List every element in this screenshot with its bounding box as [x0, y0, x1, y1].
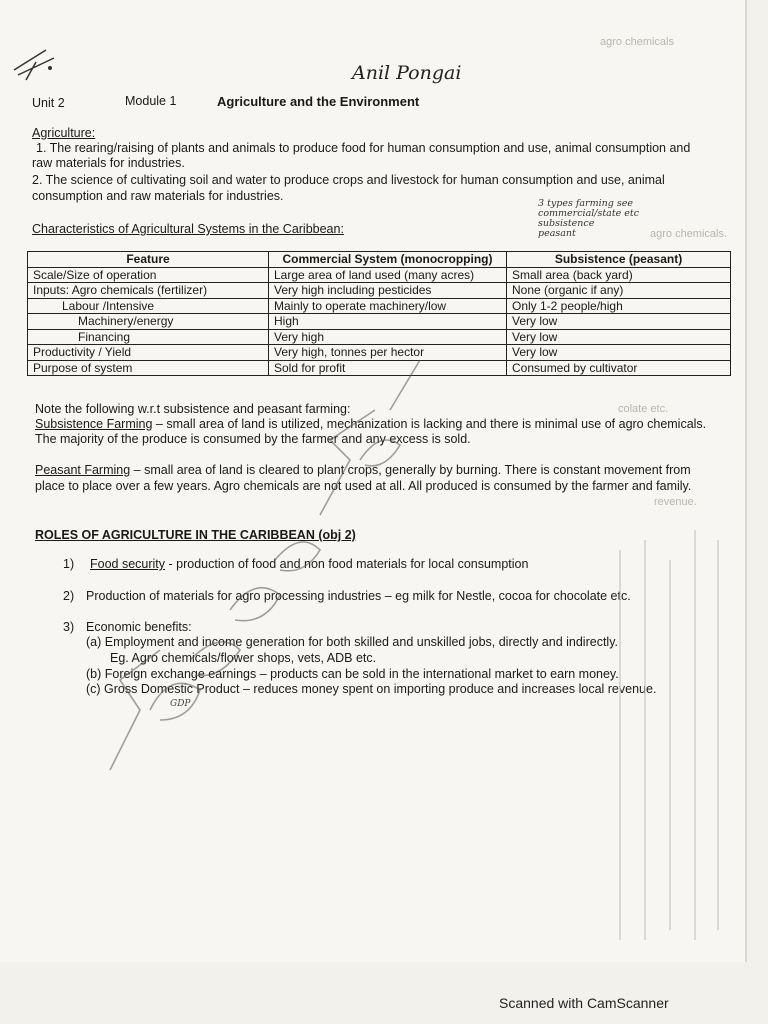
bleed-text: revenue. [654, 496, 697, 508]
scanner-watermark: Scanned with CamScanner [499, 995, 669, 1011]
table-cell: Very high [269, 329, 507, 345]
bleed-through-marks [600, 500, 740, 950]
bleed-text: agro chemicals. [650, 228, 728, 240]
margin-note: 3 types farming see commercial/state etc subsistence peasant [538, 198, 640, 239]
role-number: 3) [63, 620, 75, 634]
peasant-line-2: place to place over a few years. Agro chemicals are not used at all. All produced is consumed by the farmer and family. [35, 479, 692, 493]
roles-heading: ROLES OF AGRICULTURE IN THE CARIBBEAN (obj 2) [35, 528, 356, 542]
role-sub-a-example: Eg. Agro chemicals/flower shops, vets, ADB etc. [110, 651, 377, 665]
role-sub-a: (a) Employment and income generation for both skilled and unskilled jobs, directly and indirectly. [86, 635, 618, 649]
definition-1-line-2: raw materials for industries. [32, 156, 185, 170]
table-header-row [28, 252, 731, 268]
unit-label: Unit 2 [32, 96, 65, 110]
table-cell: Productivity / Yield [28, 345, 269, 361]
definition-2-line-1: 2. The science of cultivating soil and water to produce crops and livestock for human consumption and use, animal [32, 173, 665, 187]
subsistence-line-1: Subsistence Farming – small area of land is utilized, mechanization is lacking and there is minimal use of agro chemicals. [35, 417, 707, 431]
table-cell: Inputs: Agro chemicals (fertilizer) [28, 283, 269, 299]
role-number: 2) [63, 589, 75, 603]
definition-1-line-1: 1. The rearing/raising of plants and animals to produce food for human consumption and use, animal consumption and [36, 141, 691, 155]
table-cell: Labour /Intensive [28, 298, 269, 314]
subsistence-line-2: The majority of the produce is consumed by the farmer and any excess is sold. [35, 432, 471, 446]
role-sub-c: (c) Gross Domestic Product – reduces money spent on importing produce and increases local revenue. [86, 682, 657, 696]
bleed-text: agro chemicals [600, 36, 674, 48]
column-header: Subsistence (peasant) [507, 252, 731, 268]
handwritten-watermark [90, 330, 450, 800]
table-cell: Only 1-2 people/high [507, 298, 731, 314]
table-cell: Small area (back yard) [507, 267, 731, 283]
agriculture-heading: Agriculture: [32, 126, 96, 140]
notes-intro: Note the following w.r.t subsistence and peasant farming: [35, 402, 351, 416]
role-number: 1) [63, 557, 75, 571]
role-item-3: Economic benefits: [86, 620, 192, 634]
column-header: Commercial System (monocropping) [269, 252, 507, 268]
margin-note: GDP [170, 699, 191, 709]
role-item-1: Food security - production of food and non food materials for local consumption [90, 557, 529, 571]
table-row [28, 314, 731, 330]
scribble-mark [6, 40, 66, 90]
table-cell: Very low [507, 345, 731, 361]
peasant-line-1: Peasant Farming – small area of land is cleared to plant crops, generally by burning. There is constant movement from [35, 463, 691, 477]
characteristics-heading: Characteristics of Agricultural Systems in the Caribbean: [32, 222, 344, 236]
bleed-text: colate etc. [618, 403, 669, 415]
table-cell: Large area of land used (many acres) [269, 267, 507, 283]
table-cell: Very low [507, 314, 731, 330]
table-cell: Scale/Size of operation [28, 267, 269, 283]
table-row [28, 283, 731, 299]
table-cell: Very low [507, 329, 731, 345]
table-cell: None (organic if any) [507, 283, 731, 299]
table-cell: Purpose of system [28, 360, 269, 376]
definition-2-line-2: consumption and raw materials for industries. [32, 189, 284, 203]
table-cell: Very high, tonnes per hector [269, 345, 507, 361]
table-cell: Very high including pesticides [269, 283, 507, 299]
column-header: Feature [28, 252, 269, 268]
role-item-2: Production of materials for agro processing industries – eg milk for Nestle, cocoa for chocolate etc. [86, 589, 631, 603]
table-cell: Consumed by cultivator [507, 360, 731, 376]
table-cell: High [269, 314, 507, 330]
table-cell: Financing [28, 329, 269, 345]
table-cell: Machinery/energy [28, 314, 269, 330]
signature: Anil Pongai [352, 62, 462, 84]
page-title: Agriculture and the Environment [217, 94, 420, 109]
table-row [28, 267, 731, 283]
module-label: Module 1 [125, 94, 177, 108]
table-cell: Mainly to operate machinery/low [269, 298, 507, 314]
table-row [28, 298, 731, 314]
table-cell: Sold for profit [269, 360, 507, 376]
role-sub-b: (b) Foreign exchange earnings – products can be sold in the international market to earn money. [86, 667, 619, 681]
